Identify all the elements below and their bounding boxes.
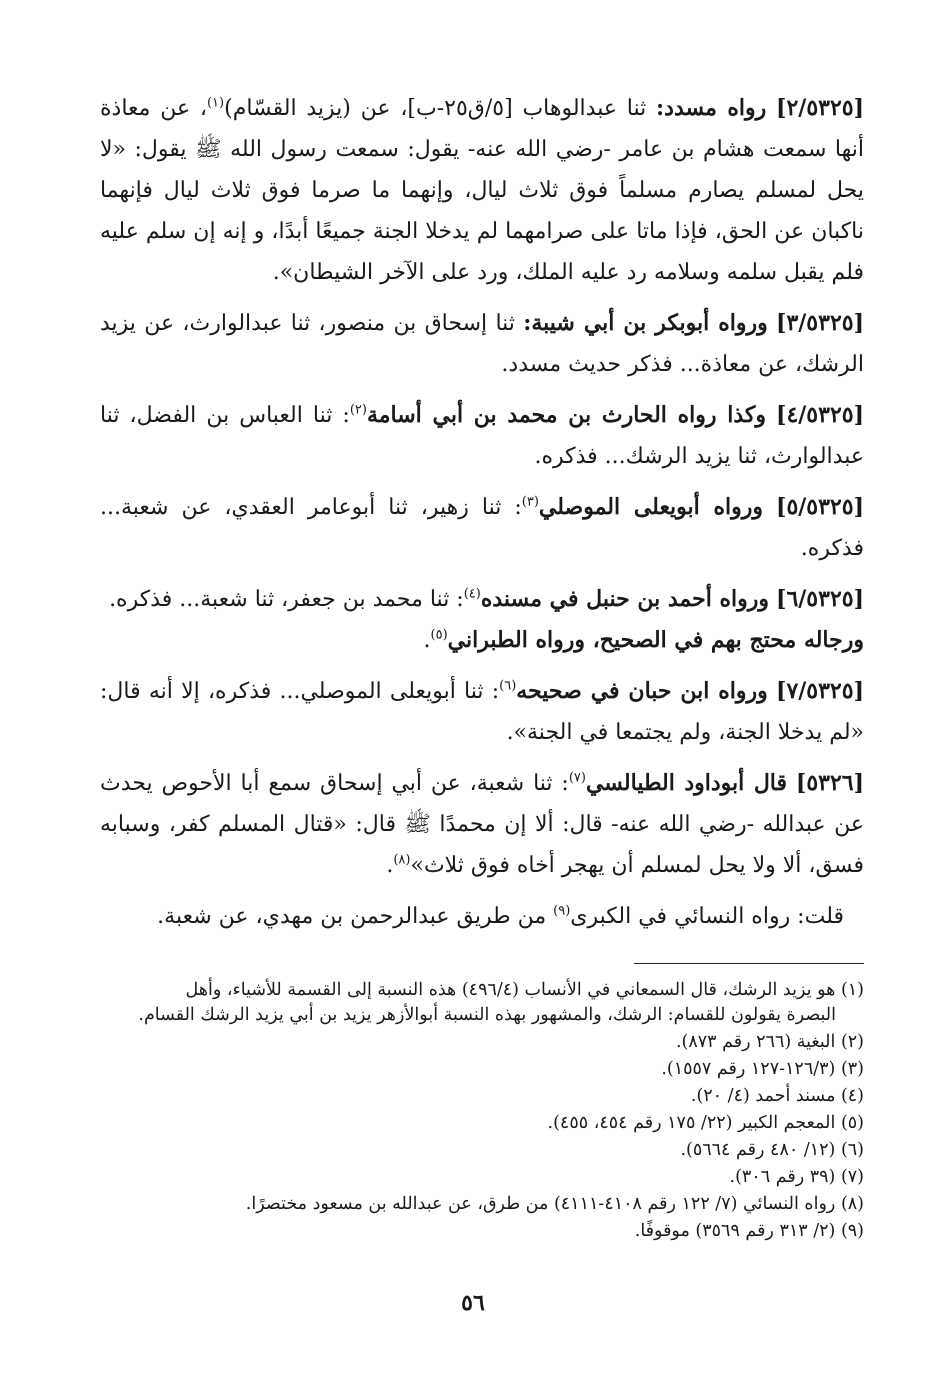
footnote	[100, 1111, 864, 1136]
footnote	[100, 1084, 864, 1109]
footnote-num: (٦)	[840, 1140, 864, 1160]
entry-text-cont: : ثنا زهير، ثنا أبوعامر العقدي، عن شعبة... فذكره.	[100, 495, 864, 561]
footnote	[100, 1219, 864, 1244]
footnote	[100, 1030, 864, 1055]
footnote-text: هو يزيد الرشك، قال السمعاني في الأنساب (٤٩٦/٤) هذه النسبة إلى القسمة للأشياء، وأهل	[185, 980, 836, 1000]
footnote-text-cont: البصرة يقولون للقسام: الرشك، والمشهور بهذه النسبة أبوالأزهر يزيد بن أبي يزيد الرشك القسام.	[138, 1005, 836, 1025]
footnote-separator	[634, 963, 864, 964]
footnotes	[100, 978, 864, 1244]
entry-lead: ورواه أحمد بن حنبل في مسنده	[480, 586, 770, 612]
footnote-num: (١)	[840, 980, 864, 1000]
entry-ref: [٦/٥٣٢٥]	[776, 586, 864, 612]
footnote	[100, 1165, 864, 1190]
footnote-text: البغية (٢٦٦ رقم ٨٧٣).	[675, 1032, 836, 1052]
footnote-marker: (٨)	[393, 852, 411, 868]
footnote-num: (٧)	[840, 1167, 864, 1187]
footnote-num: (٤)	[840, 1086, 864, 1106]
footnote-text: (١٢٦/٣-١٢٧ رقم ١٥٥٧).	[661, 1059, 836, 1079]
hadith-entry	[100, 88, 864, 293]
entry-lead: ورجاله محتج بهم في الصحيح، ورواه الطبراني	[447, 627, 864, 653]
footnote-num: (٣)	[840, 1059, 864, 1079]
entry-ref: [٢/٥٣٢٥]	[776, 95, 865, 121]
entry-text-end: .	[386, 853, 394, 878]
footnote-marker: (٦)	[499, 678, 517, 694]
entry-lead: رواه مسدد:	[656, 95, 767, 121]
footnote-marker: (٩)	[553, 903, 571, 919]
footnote-num: (٨)	[840, 1194, 864, 1214]
entry-text: ثنا إسحاق بن منصور، ثنا عبدالوارث، عن يزيد الرشك، عن معاذة... فذكر حديث مسدد.	[100, 311, 864, 377]
comment-text: قلت: رواه النسائي في الكبرى	[570, 904, 844, 929]
entry-text-cont: : ثنا العباس بن الفضل، ثنا عبدالوارث، ثنا يزيد الرشك... فذكره.	[100, 403, 864, 469]
entry-ref: [٤/٥٣٢٥]	[776, 402, 864, 428]
entry-ref: [٣/٥٣٢٥]	[776, 310, 864, 336]
footnote-text: (٢/ ٣١٣ رقم ٣٥٦٩) موقوفًا.	[634, 1221, 836, 1241]
footnote	[100, 1138, 864, 1163]
page-number: ٥٦	[461, 1290, 485, 1316]
footnote-text: (١٢/ ٤٨٠ رقم ٥٦٦٤).	[680, 1140, 836, 1160]
hadith-entry	[100, 620, 864, 661]
entry-lead: وكذا رواه الحارث بن محمد بن أبي أسامة	[366, 402, 766, 428]
entry-ref: [٥/٥٣٢٥]	[776, 494, 864, 520]
footnote-marker: (٤)	[463, 586, 481, 602]
entry-text: ثنا عبدالوهاب [٥/ق٢٥-ب]، عن (يزيد القسّام)	[224, 96, 647, 121]
footnote-num: (٩)	[840, 1221, 864, 1241]
entry-ref: [٥٣٢٦]	[795, 770, 865, 796]
footnote-text: المعجم الكبير (٢٢/ ١٧٥ رقم ٤٥٤، ٤٥٥).	[547, 1113, 836, 1133]
entry-lead: ورواه أبويعلى الموصلي	[538, 494, 763, 520]
entry-lead: ورواه أبوبكر بن أبي شيبة:	[523, 310, 768, 336]
entry-text-cont: .	[423, 628, 431, 653]
footnote-marker: (٢)	[349, 402, 367, 418]
footnote-marker: (٧)	[568, 770, 586, 786]
footnote-marker: (١)	[206, 95, 225, 111]
hadith-entry	[100, 487, 864, 569]
hadith-entry	[100, 303, 864, 385]
hadith-entry	[100, 395, 864, 477]
entry-text-cont: ، عن معاذة أنها سمعت هشام بن عامر -رضي الله عنه- يقول: سمعت رسول الله ﷺ يقول: «لا يحل لمسلم يصارم مسلماً فوق ثلاث ليال، وإنهما ما صرما فوق ثلاث ليال فإنهما ناكبان عن الحق، فإذا ماتا على صرامهما لم يدخلا الجنة جميعًا أبدًا، و إنه إن سلم عليه فلم يقبل سلمه وسلامه رد عليه الملك، ورد على الآخر الشيطان».	[100, 96, 864, 285]
entry-ref: [٧/٥٣٢٥]	[776, 678, 864, 704]
entry-lead: ورواه ابن حبان في صحيحه	[516, 678, 768, 704]
footnote-num: (٥)	[840, 1113, 864, 1133]
author-comment	[100, 896, 864, 937]
footnote-text: مسند أحمد (٤/ ٢٠).	[690, 1086, 836, 1106]
footnote-text: رواه النسائي (٧/ ١٢٢ رقم ٤١٠٨-٤١١١) من طرق، عن عبدالله بن مسعود مختصرًا.	[245, 1194, 836, 1214]
hadith-entry	[100, 671, 864, 753]
entry-text-cont: : ثنا شعبة، عن أبي إسحاق سمع أبا الأحوص يحدث عن عبدالله -رضي الله عنه- قال: ألا إن محمدًا ﷺ قال: «قتال المسلم كفر، وسبابه فسق، ألا ولا يحل لمسلم أن يهجر أخاه فوق ثلاث»	[100, 771, 864, 878]
hadith-entry	[100, 763, 864, 886]
footnote-marker: (٥)	[430, 627, 448, 643]
hadith-entry	[100, 579, 864, 620]
footnote	[100, 1057, 864, 1082]
footnote	[100, 1192, 864, 1217]
entry-text-cont: : ثنا محمد بن جعفر، ثنا شعبة... فذكره.	[109, 587, 464, 612]
entry-lead: قال أبوداود الطيالسي	[585, 770, 788, 796]
footnote-num: (٢)	[840, 1032, 864, 1052]
entry-text-cont: : ثنا أبويعلى الموصلي... فذكره، إلا أنه قال: «لم يدخلا الجنة، ولم يجتمعا في الجنة».	[100, 679, 864, 745]
footnote-text: (٣٩ رقم ٣٠٦).	[729, 1167, 836, 1187]
comment-text-cont: من طريق عبدالرحمن بن مهدي، عن شعبة.	[157, 904, 547, 929]
footnote-marker: (٣)	[521, 494, 539, 510]
footnote	[100, 978, 864, 1028]
